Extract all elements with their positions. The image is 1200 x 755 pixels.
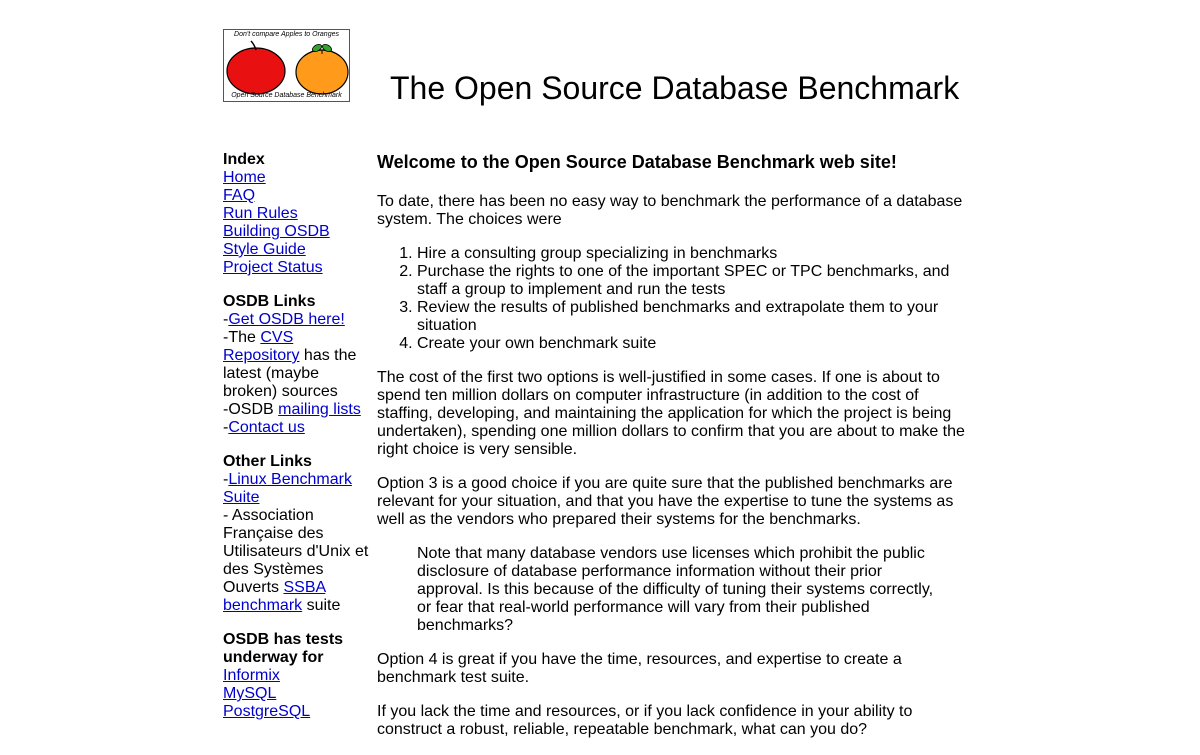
- cvs-line: [223, 329, 371, 401]
- linux-bench-line: [223, 471, 371, 507]
- intro-paragraph: To date, there has been no easy way to benchmark the performance of a database system. The choices were: [377, 193, 963, 228]
- mailing-lists-link[interactable]: mailing lists: [278, 401, 361, 418]
- sidebar-link-style-guide[interactable]: Style Guide: [223, 241, 306, 258]
- cost-paragraph: The cost of the first two options is well-justified in some cases. If one is about to spend ten million dollars on computer infrastructure (in addition to the cost of staffing, developing, and maintaining the application for which the project is being undertaken), spending one million dollars to confirm that you are about to make the right choice is very sensible.: [377, 369, 965, 458]
- ssba-line: [223, 507, 371, 615]
- osdb-prefix-text: OSDB: [228, 401, 279, 418]
- sidebar: [223, 151, 371, 737]
- main-content: [377, 151, 969, 755]
- cvs-desc-text: has the latest (maybe broken) sources: [223, 347, 357, 400]
- dash: -: [223, 419, 229, 436]
- choices-list: [377, 245, 969, 353]
- sidebar-osdb-links: [223, 293, 371, 437]
- logo-bottom-text: Open Source Database Benchmark: [231, 92, 342, 99]
- site-title: The Open Source Database Benchmark: [390, 70, 960, 106]
- ssba-link[interactable]: SSBA: [283, 579, 326, 596]
- tests-heading: OSDB has tests underway for: [223, 631, 344, 666]
- cvs-the-text: The: [228, 329, 261, 346]
- dash: -: [223, 471, 229, 488]
- get-osdb-line: [223, 311, 371, 329]
- suite-text: suite: [302, 597, 341, 614]
- option4-paragraph: Option 4 is great if you have the time, resources, and expertise to create a benchmark test suite.: [377, 651, 902, 686]
- sidebar-index: [223, 151, 371, 277]
- mailing-lists-line: [223, 401, 371, 419]
- index-heading: Index: [223, 151, 265, 168]
- test-link-postgresql[interactable]: PostgreSQL: [223, 703, 311, 720]
- contact-line: [223, 419, 371, 437]
- dash: -: [223, 401, 229, 418]
- choice-item: 3. Review the results of published benchmarks and extrapolate them to your situation: [417, 299, 969, 335]
- get-osdb-link[interactable]: Get OSDB here!: [228, 311, 345, 328]
- association-text: - Association Française des Utilisateurs d'Unix et des Systèmes Ouverts: [223, 507, 369, 596]
- logo-top-text: Don't compare Apples to Oranges: [234, 31, 339, 38]
- linux-benchmark-suite-link[interactable]: Linux Benchmark Suite: [223, 471, 352, 506]
- test-link-informix[interactable]: Informix: [223, 667, 280, 684]
- other-links-heading: Other Links: [223, 453, 312, 470]
- sidebar-tests: [223, 631, 371, 721]
- site-logo: [223, 29, 350, 102]
- contact-us-link[interactable]: Contact us: [228, 419, 305, 436]
- ssba-benchmark-link[interactable]: benchmark: [223, 597, 303, 614]
- sidebar-other-links: [223, 453, 371, 615]
- test-link-mysql[interactable]: MySQL: [223, 685, 277, 702]
- repository-link[interactable]: Repository: [223, 347, 300, 364]
- dash: -: [223, 329, 229, 346]
- apple-orange-icon: [224, 38, 349, 96]
- dash: -: [223, 311, 229, 328]
- sidebar-link-home[interactable]: Home: [223, 169, 266, 186]
- vendor-license-note: Note that many database vendors use licenses which prohibit the public disclosure of database performance information without their prior approval. Is this because of the difficulty of tuning their systems correctly, or fear that real-world performance will vary from their published benchmarks?: [417, 545, 934, 634]
- osdb-links-heading: OSDB Links: [223, 293, 316, 310]
- welcome-heading: Welcome to the Open Source Database Benchmark web site!: [377, 152, 897, 172]
- sidebar-link-run-rules[interactable]: Run Rules: [223, 205, 298, 222]
- sidebar-link-building-osdb[interactable]: Building OSDB: [223, 223, 330, 240]
- lack-paragraph: If you lack the time and resources, or if you lack confidence in your ability to construct a robust, reliable, repeatable benchmark, what can you do?: [377, 703, 913, 738]
- choice-item: 1. Hire a consulting group specializing in benchmarks: [417, 245, 969, 263]
- sidebar-link-faq[interactable]: FAQ: [223, 187, 256, 204]
- choice-item: 2. Purchase the rights to one of the important SPEC or TPC benchmarks, and staff a group to implement and run the tests: [417, 263, 969, 299]
- choice-item: 4. Create your own benchmark suite: [417, 335, 969, 353]
- cvs-link[interactable]: CVS: [260, 329, 294, 346]
- sidebar-link-project-status[interactable]: Project Status: [223, 259, 323, 276]
- option3-paragraph: Option 3 is a good choice if you are quite sure that the published benchmarks are relevant for your situation, and that you have the expertise to tune the systems as well as the vendors who prepared their systems for the benchmarks.: [377, 475, 954, 528]
